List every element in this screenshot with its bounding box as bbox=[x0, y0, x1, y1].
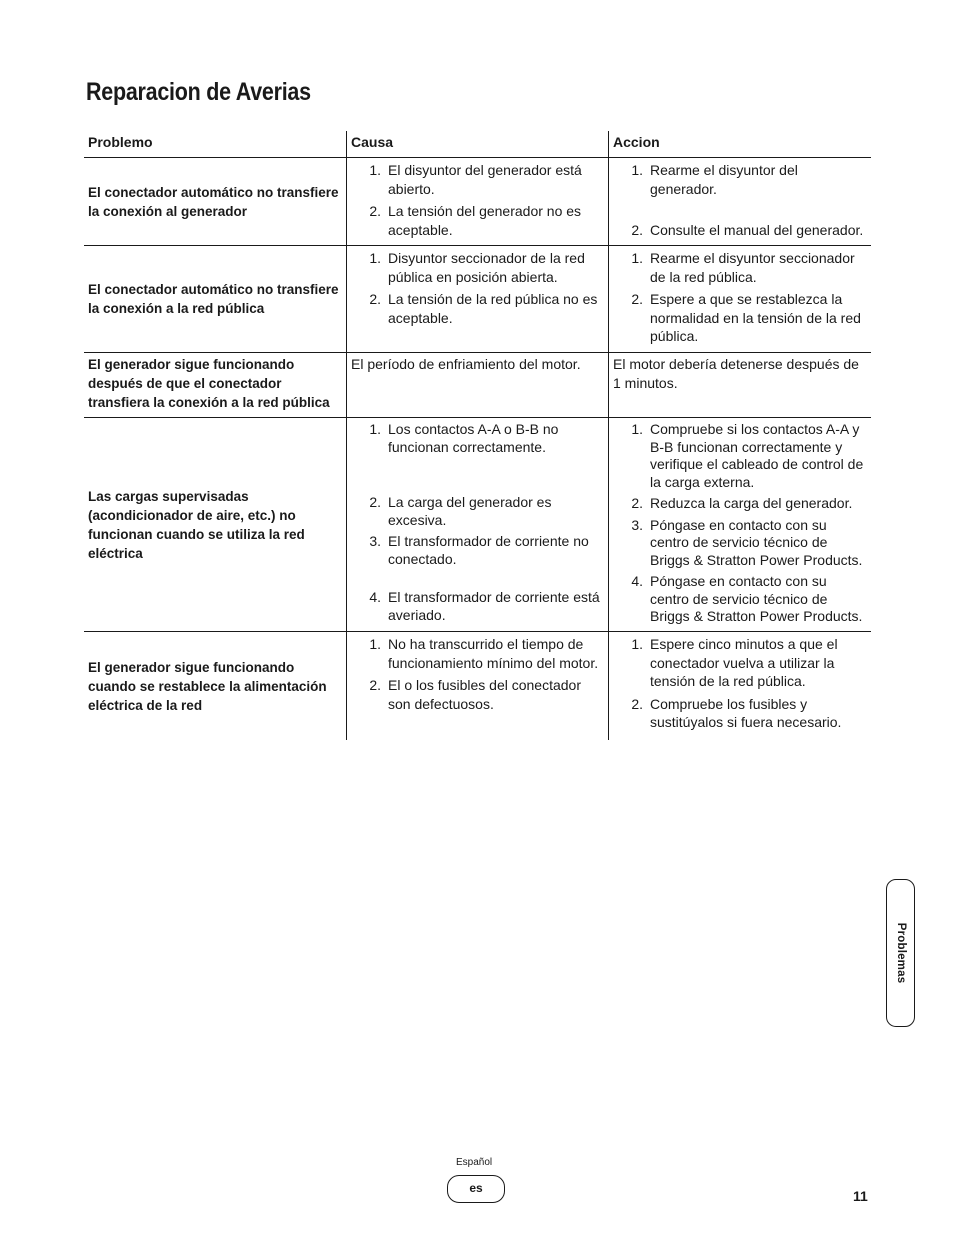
problem-text: Las cargas supervisadas (acondicionador de aire, etc.) no funcionan cuando se utiliza la red eléctrica bbox=[88, 488, 305, 561]
item-text: Rearme el disyuntor seccionador de la red pública. bbox=[650, 250, 855, 285]
list-item bbox=[351, 202, 604, 239]
list-item bbox=[613, 249, 867, 286]
list-item bbox=[613, 290, 867, 346]
list-item bbox=[613, 635, 867, 691]
item-text: El o los fusibles del conectador son defectuosos. bbox=[388, 677, 581, 712]
language-label: Español bbox=[456, 1157, 493, 1168]
item-number: 1. bbox=[631, 162, 643, 178]
list-item bbox=[351, 589, 604, 624]
item-text: Rearme el disyuntor del generador. bbox=[650, 162, 798, 197]
item-text: Compruebe si los contactos A-A y B-B funcionan correctamente y verifique el cableado de control de la carga externa. bbox=[650, 421, 864, 490]
header-cause: Causa bbox=[346, 131, 608, 157]
table-row bbox=[84, 158, 871, 246]
item-number: 1. bbox=[631, 421, 643, 437]
item-text: El transformador de corriente está averiado. bbox=[388, 589, 600, 623]
item-text: La tensión de la red pública no es aceptable. bbox=[388, 291, 598, 326]
item-number: 2. bbox=[631, 695, 643, 712]
table-row bbox=[84, 246, 871, 353]
action-cell bbox=[608, 246, 871, 352]
item-number: 2. bbox=[631, 222, 643, 238]
item-number: 1. bbox=[369, 421, 381, 437]
problem-text: El generador sigue funcionando después de que el conectador transfiera la conexión a la red pública bbox=[88, 357, 330, 410]
list-item bbox=[351, 635, 604, 672]
item-number: 1. bbox=[369, 636, 381, 652]
list-item bbox=[351, 421, 604, 456]
list-item bbox=[351, 161, 604, 198]
cause-cell bbox=[346, 632, 608, 740]
item-number: 1. bbox=[631, 636, 643, 652]
header-problem: Problemo bbox=[88, 134, 153, 150]
table-header bbox=[84, 131, 871, 158]
list-item bbox=[613, 495, 867, 513]
item-text: No ha transcurrido el tiempo de funcionamiento mínimo del motor. bbox=[388, 636, 599, 671]
item-text: Disyuntor seccionador de la red pública en posición abierta. bbox=[388, 250, 585, 285]
cause-cell bbox=[346, 246, 608, 352]
problem-text: El generador sigue funcionando cuando se restablece la alimentación eléctrica de la red bbox=[88, 659, 327, 713]
item-number: 2. bbox=[369, 203, 381, 219]
item-number: 3. bbox=[369, 533, 381, 549]
problem-text: El conectador automático no transfiere la conexión al generador bbox=[88, 184, 339, 219]
action-cell bbox=[608, 632, 871, 740]
item-text: Póngase en contacto con su centro de servicio técnico de Briggs & Stratton Power Products. bbox=[650, 516, 863, 568]
item-text: El transformador de corriente no conectado. bbox=[388, 533, 589, 567]
item-number: 2. bbox=[369, 494, 381, 510]
list-item bbox=[613, 517, 867, 570]
section-tab-label: Problemas bbox=[894, 922, 907, 984]
item-number: 4. bbox=[369, 589, 381, 605]
item-number: 1. bbox=[631, 250, 643, 266]
item-number: 2. bbox=[631, 291, 643, 307]
problem-cell bbox=[84, 632, 346, 740]
list-item bbox=[613, 221, 867, 240]
cause-text: El período de enfriamiento del motor. bbox=[351, 356, 581, 372]
problem-text: El conectador automático no transfiere la conexión a la red pública bbox=[88, 282, 339, 316]
problem-cell bbox=[84, 418, 346, 631]
cause-cell bbox=[346, 353, 608, 417]
item-number: 1. bbox=[369, 250, 381, 266]
table-row bbox=[84, 632, 871, 740]
section-tab bbox=[886, 879, 915, 1027]
item-number: 1. bbox=[369, 162, 381, 178]
language-badge: es bbox=[447, 1175, 505, 1203]
problem-cell bbox=[84, 353, 346, 417]
table-row bbox=[84, 418, 871, 632]
table-row bbox=[84, 353, 871, 418]
cause-cell bbox=[346, 158, 608, 245]
item-text: Los contactos A-A o B-B no funcionan correctamente. bbox=[388, 421, 559, 455]
page-number: 11 bbox=[853, 1188, 868, 1204]
list-item bbox=[351, 494, 604, 529]
list-item bbox=[351, 676, 604, 713]
list-item bbox=[613, 695, 867, 732]
item-number: 4. bbox=[631, 573, 643, 589]
item-text: Espere cinco minutos a que el conectador vuelva a utilizar la tensión de la red pública. bbox=[650, 636, 838, 689]
header-action: Accion bbox=[608, 131, 871, 157]
item-number: 2. bbox=[369, 291, 381, 307]
item-text: La tensión del generador no es aceptable. bbox=[388, 203, 582, 238]
item-text: Consulte el manual del generador. bbox=[650, 222, 864, 238]
list-item bbox=[613, 573, 867, 626]
problem-cell bbox=[84, 158, 346, 245]
item-text: Reduzca la carga del generador. bbox=[650, 495, 853, 511]
list-item bbox=[351, 533, 604, 568]
item-text: El disyuntor del generador está abierto. bbox=[388, 162, 582, 197]
troubleshooting-table bbox=[84, 131, 871, 740]
item-text: Compruebe los fusibles y sustitúyalos si fuera necesario. bbox=[650, 695, 842, 730]
action-text: El motor debería detenerse después de 1 minutos. bbox=[613, 356, 859, 391]
item-text: Espere a que se restablezca la normalidad en la tensión de la red pública. bbox=[650, 291, 861, 344]
item-text: La carga del generador es excesiva. bbox=[388, 494, 552, 528]
problem-cell bbox=[84, 246, 346, 352]
list-item bbox=[613, 161, 867, 198]
action-cell bbox=[608, 158, 871, 245]
cause-cell bbox=[346, 418, 608, 631]
list-item bbox=[351, 249, 604, 286]
item-number: 2. bbox=[631, 495, 643, 511]
list-item bbox=[613, 421, 867, 491]
item-number: 3. bbox=[631, 516, 643, 533]
page-title: Reparacion de Averias bbox=[86, 78, 311, 106]
action-cell bbox=[608, 353, 871, 417]
action-cell bbox=[608, 418, 871, 631]
item-number: 2. bbox=[369, 677, 381, 693]
item-text: Póngase en contacto con su centro de servicio técnico de Briggs & Stratton Power Products. bbox=[650, 573, 863, 624]
list-item bbox=[351, 290, 604, 327]
